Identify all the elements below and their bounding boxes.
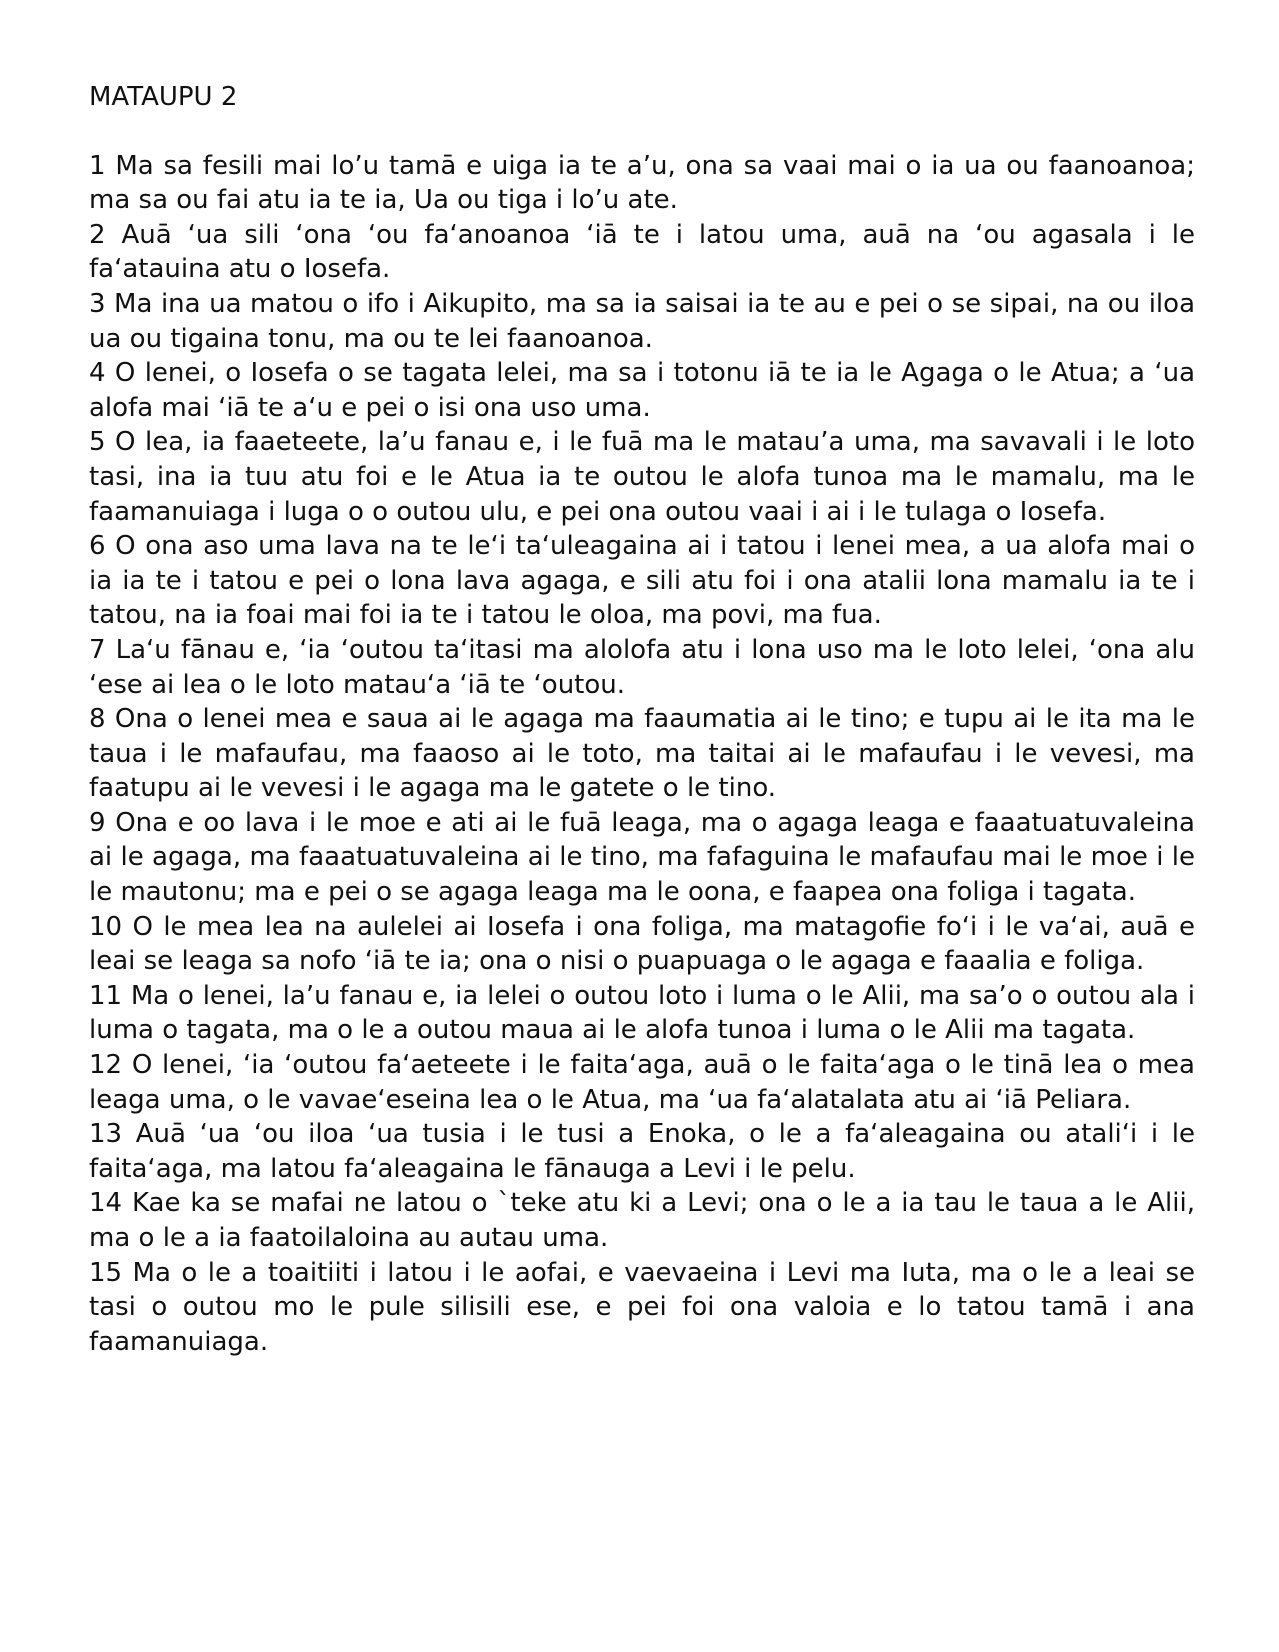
chapter-heading: MATAUPU 2 [89,82,238,112]
verse: 2 Auā ‘ua sili ‘ona ‘ou fa‘anoanoa ‘iā te i latou uma, auā na ‘ou agasala i le fa‘atauina atu o Iosefa. [89,219,1195,285]
verse: 4 O lenei, o Iosefa o se tagata lelei, ma sa i totonu iā te ia le Agaga o le Atua; a ‘ua alofa mai ‘iā te a‘u e pei o isi ona uso uma. [89,358,1195,423]
verse: 9 Ona e oo lava i le moe e ati ai le fuā leaga, ma o agaga leaga e faaatuatuvaleina ai le agaga, ma faaatuatuvaleina ai le tino, ma fafaguina le mafaufau mai le moe i le le mautonu; ma e pei o se agaga leaga ma le oona, e faapea ona foliga i tagata. [89,807,1195,908]
verse: 13 Auā ‘ua ‘ou iloa ‘ua tusia i le tusi a Enoka, o le a fa‘aleagaina ou atali‘i i le faita‘aga, ma latou fa‘aleagaina le fānauga a Levi i le pelu. [89,1119,1195,1184]
verse: 8 Ona o lenei mea e saua ai le agaga ma faaumatia ai le tino; e tupu ai le ita ma le taua i le mafaufau, ma faaoso ai le toto, ma taitai ai le mafaufau i le vevesi, ma faatupu ai le vevesi i le agaga ma le gatete o le tino. [89,704,1195,804]
verse: 5 O lea, ia faaeteete, la’u fanau e, i le fuā ma le matau’a uma, ma savavali i le loto tasi, ina ia tuu atu foi e le Atua ia te outou le alofa tunoa ma le mamalu, ma le faamanuiaga i luga o o outou ulu, e pei ona outou vaai i ai i le tulaga o Iosefa. [89,427,1195,527]
verse: 12 O lenei, ‘ia ‘outou fa‘aeteete i le faita‘aga, auā o le faita‘aga o le tinā lea o mea leaga uma, o le vavae‘eseina lea o le Atua, ma ‘ua fa‘alatalata atu ai ‘iā Peliara. [89,1050,1195,1115]
verse: 7 La‘u fānau e, ‘ia ‘outou ta‘itasi ma alolofa atu i lona uso ma le loto lelei, ‘ona alu ‘ese ai lea o le loto matau‘a ‘iā te ‘outou. [89,634,1195,700]
verse: 10 O le mea lea na aulelei ai Iosefa i ona foliga, ma matagofie fo‘i i le va‘ai, auā e leai se leaga sa nofo ‘iā te ia; ona o nisi o puapuaga o le agaga e faaalia e foliga. [89,911,1195,977]
verse: 6 O ona aso uma lava na te le‘i ta‘uleagaina ai i tatou i lenei mea, a ua alofa mai o ia ia te i tatou e pei o lona lava agaga, e sili atu foi i ona atalii lona mamalu ia te i tatou, na ia foai mai foi ia te i tatou le oloa, ma povi, ma fua. [89,531,1195,631]
verse: 1 Ma sa fesili mai lo’u tamā e uiga ia te a’u, ona sa vaai mai o ia ua ou faanoanoa; ma sa ou fai atu ia te ia, Ua ou tiga i lo’u ate. [89,150,1195,216]
verse: 3 Ma ina ua matou o ifo i Aikupito, ma sa ia saisai ia te au e pei o se sipai, na ou iloa ua ou tigaina tonu, ma ou te lei faanoanoa. [89,288,1195,354]
verse: 11 Ma o lenei, la’u fanau e, ia lelei o outou loto i luma o le Alii, ma sa’o o outou ala i luma o tagata, ma o le a outou maua ai le alofa tunoa i luma o le Alii ma tagata. [89,980,1195,1046]
verse: 15 Ma o le a toaitiiti i latou i le aofai, e vaevaeina i Levi ma Iuta, ma o le a leai se tasi o outou mo le pule silisili ese, e pei foi ona valoia e lo tatou tamā i ana faamanuiaga. [89,1257,1195,1357]
document-page [89,80,1195,1359]
verse: 14 Kae ka se mafai ne latou o `teke atu ki a Levi; ona o le a ia tau le taua a le Alii, ma o le a ia faatoilaloina au autau uma. [89,1188,1195,1253]
